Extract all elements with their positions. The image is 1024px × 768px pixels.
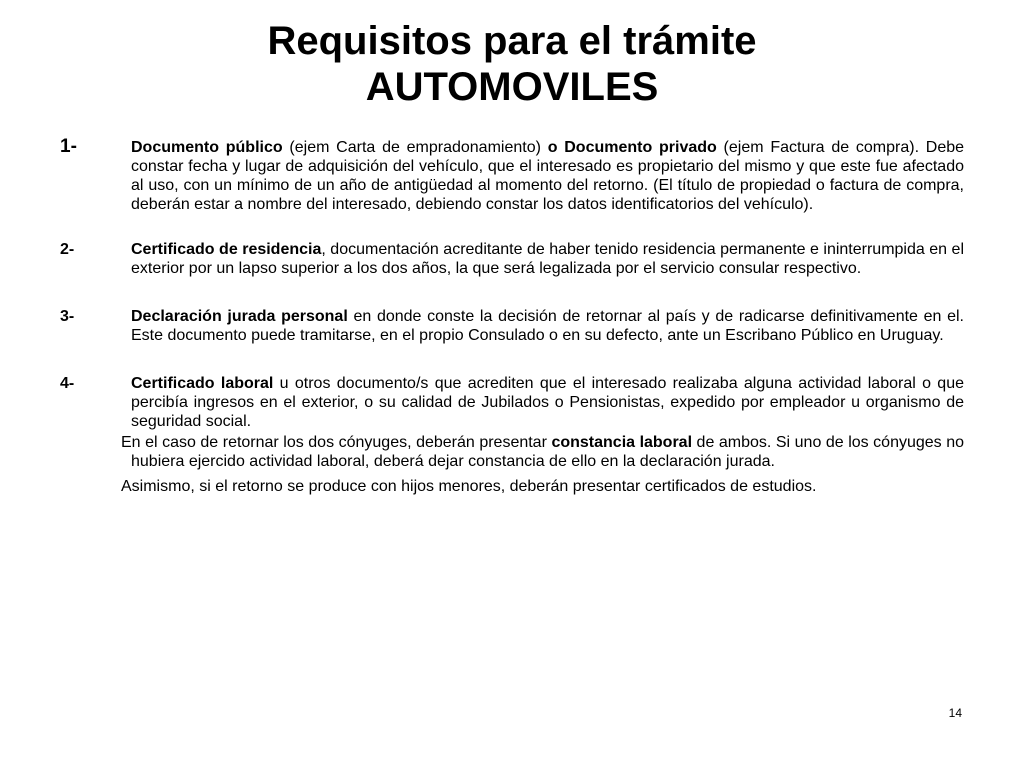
requirement-item-2	[60, 240, 964, 278]
requirement-text	[131, 138, 964, 214]
requirement-bold: Documento público	[131, 139, 283, 156]
requirement-text	[131, 240, 964, 278]
requirement-plain: , documentación acreditante de haber tenido residencia permanente e ininterrumpida en el exterior por un lapso superior a los dos años, la que será legalizada por el servicio consular respectivo.	[131, 241, 964, 277]
requirement-number: 4-	[60, 375, 75, 392]
requirement-text	[131, 307, 964, 345]
page-number: 14	[948, 706, 962, 720]
requirement-text	[131, 374, 964, 431]
requirement-plain: en donde conste la decisión de retornar al país y de radicarse definitivamente en el. Este documento puede tramitarse, en el propio Consulado o en su defecto, ante un Escribano Público en Uruguay.	[131, 308, 964, 344]
requirement-bold-secondary: o Documento privado	[547, 139, 717, 156]
requirement-bold: Declaración jurada personal	[131, 308, 348, 325]
requirement-bold: Certificado de residencia	[131, 241, 322, 258]
requirement-bold: Certificado laboral	[131, 375, 274, 392]
requirement-number: 2-	[60, 241, 75, 258]
children-note: Asimismo, si el retorno se produce con hijos menores, deberán presentar certificados de estudios.	[121, 478, 817, 495]
requirement-plain: (ejem Carta de empradonamiento)	[282, 139, 548, 156]
spouses-note-plain: En el caso de retornar los dos cónyuges, deberán presentar	[121, 434, 552, 451]
requirement-plain: u otros documento/s que acrediten que el interesado realizaba alguna actividad laboral o que percibía ingresos en el exterior, o su calidad de Jubilados o Pensionistas, expedido por empleador u organismo de seguridad social.	[131, 375, 964, 430]
requirement-number: 3-	[60, 308, 75, 325]
slide-title	[0, 18, 1024, 110]
slide-title-line1: Requisitos para el trámite	[267, 19, 757, 63]
requirement-item-3	[60, 307, 964, 345]
spouses-note-bold: constancia laboral	[551, 434, 693, 451]
spouses-note-plain-end: de ambos. Si uno de los cónyuges no hubiera ejercido actividad laboral, deberá dejar constancia de ello en la declaración jurada.	[131, 434, 964, 470]
requirement-item-1	[60, 138, 964, 214]
requirements-list	[60, 138, 964, 496]
spouses-note	[60, 433, 964, 471]
slide-title-line2: AUTOMOVILES	[365, 65, 659, 109]
requirement-number: 1-	[60, 136, 77, 157]
requirement-item-4	[60, 374, 964, 431]
requirement-plain-secondary: (ejem Factura de compra). Debe constar fecha y lugar de adquisición del vehículo, que el interesado es propietario del mismo y que este fue afectado al uso, con un mínimo de un año de antigüedad al momento del retorno. (El título de propiedad o factura de compra, deberán estar a nombre del interesado, debiendo constar los datos identificatorios del vehículo).	[131, 139, 965, 213]
